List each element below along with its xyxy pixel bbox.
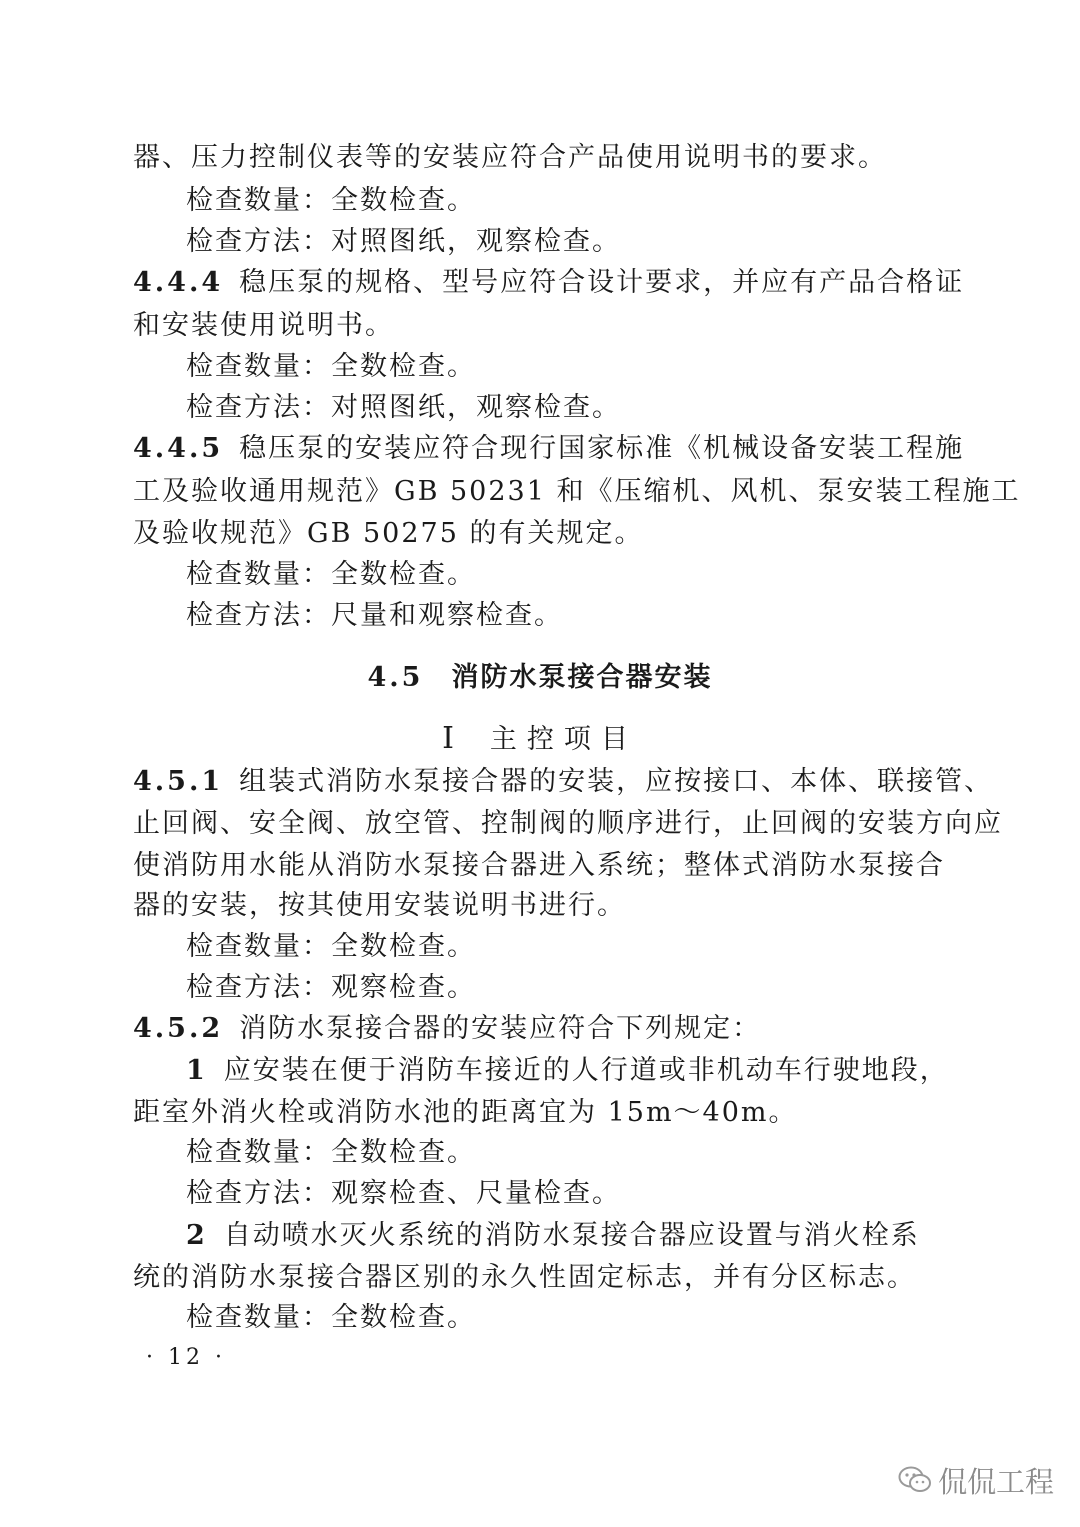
item-2: 2 自动喷水灭火系统的消防水泵接合器应设置与消火栓系 <box>186 1220 920 1251</box>
inspection-quantity: 检查数量：全数检查。 <box>186 931 476 962</box>
clause-number: 4.4.5 <box>133 433 224 464</box>
clause-4-4-4: 4.4.4 稳压泵的规格、型号应符合设计要求，并应有产品合格证 <box>133 267 965 298</box>
inspection-quantity: 检查数量：全数检查。 <box>186 185 476 216</box>
body-line: 工及验收通用规范》GB 50231 和《压缩机、风机、泵安装工程施工 <box>133 476 1021 507</box>
body-line: 及验收规范》GB 50275 的有关规定。 <box>133 518 644 549</box>
clause-4-5-2: 4.5.2 消防水泵接合器的安装应符合下列规定： <box>133 1013 762 1044</box>
clause-4-5-1: 4.5.1 组装式消防水泵接合器的安装，应按接口、本体、联接管、 <box>133 766 994 797</box>
body-line: 止回阀、安全阀、放空管、控制阀的顺序进行，止回阀的安装方向应 <box>133 808 1003 839</box>
body-line: 器、压力控制仪表等的安装应符合产品使用说明书的要求。 <box>133 142 887 173</box>
clause-number: 4.5.1 <box>133 766 224 797</box>
section-title: 消防水泵接合器安装 <box>451 662 713 693</box>
inspection-method: 检查方法：对照图纸，观察检查。 <box>186 392 621 423</box>
inspection-quantity: 检查数量：全数检查。 <box>186 1302 476 1333</box>
item-1: 1 应安装在便于消防车接近的人行道或非机动车行驶地段， <box>186 1055 949 1086</box>
watermark <box>898 1460 1054 1500</box>
inspection-method: 检查方法：观察检查、尺量检查。 <box>186 1178 621 1209</box>
item-number: 2 <box>186 1220 208 1251</box>
page-number: · 12 · <box>146 1345 226 1370</box>
body-line: 器的安装，按其使用安装说明书进行。 <box>133 890 626 921</box>
clause-4-4-5: 4.4.5 稳压泵的安装应符合现行国家标准《机械设备安装工程施 <box>133 433 965 464</box>
inspection-quantity: 检查数量：全数检查。 <box>186 559 476 590</box>
section-heading <box>0 661 1080 695</box>
inspection-method: 检查方法：尺量和观察检查。 <box>186 600 563 631</box>
inspection-method: 检查方法：观察检查。 <box>186 972 476 1003</box>
section-number: 4.5 <box>367 662 424 693</box>
clause-number: 4.4.4 <box>133 267 224 298</box>
inspection-method: 检查方法：对照图纸，观察检查。 <box>186 226 621 257</box>
body-line: 使消防用水能从消防水泵接合器进入系统；整体式消防水泵接合 <box>133 850 945 881</box>
body-line: 和安装使用说明书。 <box>133 310 394 341</box>
inspection-quantity: 检查数量：全数检查。 <box>186 1137 476 1168</box>
item-number: 1 <box>186 1055 208 1086</box>
subsection-roman: Ⅰ <box>442 721 464 756</box>
inspection-quantity: 检查数量：全数检查。 <box>186 351 476 382</box>
body-line: 距室外消火栓或消防水池的距离宜为 15m～40m。 <box>133 1097 798 1128</box>
clause-number: 4.5.2 <box>133 1013 224 1044</box>
watermark-text: 侃侃工程 <box>938 1464 1055 1499</box>
body-line: 统的消防水泵接合器区别的永久性固定标志，并有分区标志。 <box>133 1262 916 1293</box>
wechat-icon <box>898 1465 932 1495</box>
subsection-heading <box>0 722 1080 757</box>
subsection-title: 主控项目 <box>489 724 638 755</box>
